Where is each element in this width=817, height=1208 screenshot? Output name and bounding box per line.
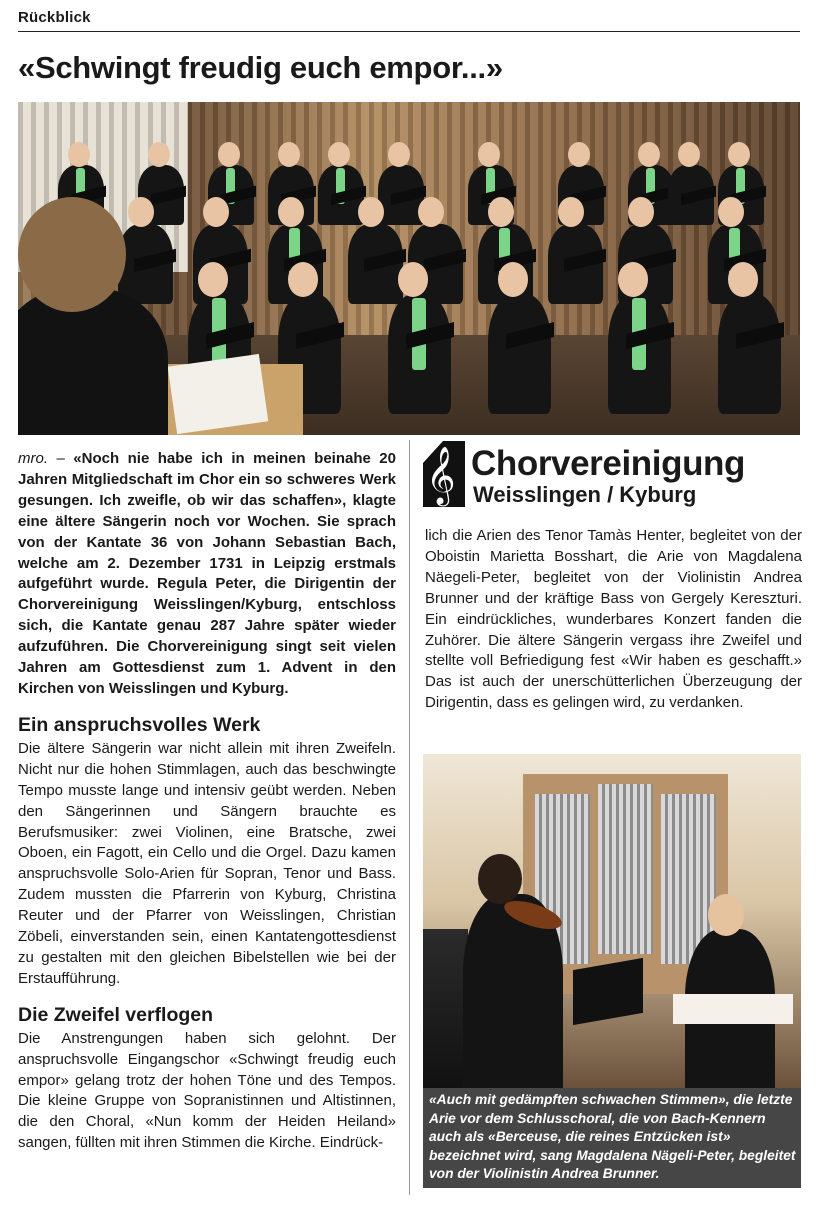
sheet-music — [168, 354, 269, 434]
conductor-figure — [18, 287, 168, 435]
section-rule — [18, 31, 800, 32]
logo-subtitle: Weisslingen / Kyburg — [473, 482, 697, 507]
violinist-head — [478, 854, 522, 904]
soprano-head — [708, 894, 744, 936]
intro-text: «Noch nie habe ich in meinen beinahe 20 Jahren Mitgliedschaft im Chor ein so schweres Werk gesungen. Ich zweifle, ob wir das schaffen», klagte eine ältere Sängerin noch vor Wochen. Sie sprach von der Kantate 36 von Johann Sebastian Bach, welche am 2. Dezember 1731 in Leipzig erstmals aufgeführt wurde. Regula Peter, die Dirigentin der Chorvereinigung Weisslingen/Kyburg, entschloss sich, die Kantate genau 287 Jahre später wieder aufzuführen. Die Chorvereinigung singt seit vielen Jahren am Gottesdienst zum 1. Advent in den Kirchen von Weisslingen und Kyburg. — [18, 450, 396, 697]
music-stand — [573, 958, 643, 1025]
paragraph-zweifel: Die Anstrengungen haben sich gelohnt. Der anspruchsvolle Eingangschor «Schwingt freudig euch empor» gelang trotz der hohen Töne und des Tempos. Die kleine Gruppe von Sopranistinnen und Altistinnen, die den Choral, «Nun komm der Heiden Heiland» sangen, füllten mit ihren Stimmen die Kirche. Eindrück- — [18, 1029, 396, 1152]
photo-caption: «Auch mit gedämpften schwachen Stimmen», die letzte Arie vor dem Schlusschoral, die von Bach-Kennern auch als «Berceuse, die reines Entzücken ist» bezeichnet wird, sang Magdalena Nägeli-Peter, begleitet von der Violinistin Andrea Brunner. — [423, 1088, 801, 1188]
intro-paragraph — [18, 449, 396, 700]
left-column — [18, 449, 396, 1154]
subheading-werk: Ein anspruchsvolles Werk — [18, 713, 261, 736]
subheading-zweifel: Die Zweifel verflogen — [18, 1003, 214, 1026]
clef-glyph: 𝄞 — [426, 446, 456, 504]
logo-name: Chorvereinigung — [471, 444, 746, 483]
conductor-head — [18, 197, 126, 312]
author-dash: – — [48, 450, 74, 467]
article-headline: «Schwingt freudig euch empor...» — [18, 50, 503, 85]
right-column — [425, 526, 802, 714]
paragraph-werk: Die ältere Sängerin war nicht allein mit ihren Zweifeln. Nicht nur die hohen Stimmlagen, auch das beschwingte Tempo musste lange und intensiv geübt werden. Neben den Sängerinnen und Sängern brauchte es Berufsmusiker: zwei Violinen, eine Bratsche, zwei Oboen, ein Fagott, ein Cello und die Orgel. Dazu kamen anspruchsvolle Solo-Arien für Sopran, Tenor und Bass. Zudem mussten die Pfarrerin von Kyburg, Christina Reuter und der Pfarrer von Weisslingen, Christian Zöbeli, einverstanden sein, einen Kantatengottesdienst zu gestalten mit den gleichen Bibelstellen wie bei der Erstaufführung. — [18, 739, 396, 987]
author-tag: mro. — [18, 450, 48, 467]
treble-clef-icon — [423, 441, 465, 507]
organ-pipes-center — [598, 784, 653, 954]
choir-photo — [18, 102, 800, 435]
continuation-paragraph: lich die Arien des Tenor Tamàs Henter, begleitet von der Oboistin Marietta Bosshart, die Arie von Magdalena Näegeli-Peter, begleitet von der Violinistin Andrea Brunner und der kräftige Bass von Gergely Kereszturi. Ein eindrückliches, wunderbares Konzert fanden die Zuhörer. Die ältere Sängerin vergass ihre Zweifel und stellte voll Befriedigung fest «Wir haben es geschafft.» Das ist auch der unerschütterlichen Überzeugung der Dirigentin, dass es gelingen wird, zu verdanken. — [425, 527, 802, 712]
choir-members — [423, 929, 468, 1088]
column-divider — [409, 440, 410, 1195]
concert-photo — [423, 754, 801, 1088]
section-label: Rückblick — [18, 9, 91, 26]
chorvereinigung-logo — [423, 441, 803, 511]
lectern-paper — [673, 994, 793, 1024]
